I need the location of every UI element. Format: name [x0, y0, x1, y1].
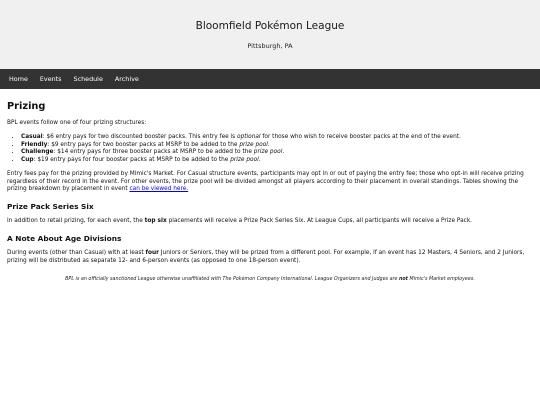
prize-pack-bold: top six [144, 218, 167, 225]
structure-name: Friendly [21, 141, 48, 148]
structure-emphasis: prize pool [230, 156, 259, 163]
main-nav [0, 69, 540, 89]
prizing-tables-link[interactable]: can be viewed here. [129, 185, 189, 192]
footer-text-end: Mimic's Market employees. [407, 276, 475, 282]
nav-schedule[interactable]: Schedule [73, 75, 103, 83]
nav-archive[interactable]: Archive [114, 75, 139, 83]
age-text: During events (other than Casual) with at least [7, 250, 146, 257]
prize-pack-heading: Prize Pack Series Six [7, 202, 94, 212]
list-item [21, 149, 533, 157]
entry-fees-text: Entry fees pay for the prizing provided by Mimic's Market. For Casual structure events, participants may opt in or out of paying the entry fee; those who opt-in will receive prizing regardless of their record in the event. For other events, the prize pool will be divided amongst all players according to their placement in overall standings. Tables showing the prizing breakdown by placement in event [7, 171, 524, 192]
list-item [21, 134, 533, 142]
structure-desc-end: . [282, 149, 285, 156]
structure-desc-end: . [267, 141, 270, 148]
footer-bold: not [398, 276, 408, 282]
site-location: Pittsburgh, PA [247, 42, 293, 50]
structure-name: Cup [21, 156, 34, 163]
structure-emphasis: optional [237, 134, 261, 141]
prize-pack-text-end: placements will receive a Prize Pack Series Six. At League Cups, all participants will receive a Prize Pack. [166, 218, 473, 225]
prizing-structures-list [21, 134, 533, 164]
site-title: Bloomfield Pokémon League [195, 20, 345, 32]
page-title: Prizing [7, 101, 46, 112]
structure-name: Casual [21, 134, 43, 141]
structure-desc-end: for those who wish to receive booster packs at the end of the event. [260, 134, 461, 141]
structure-name: Challenge [21, 149, 54, 156]
footer-disclaimer [7, 277, 533, 283]
structure-desc: : $14 entry pays for three booster packs at MSRP to be added to the [53, 149, 254, 156]
age-divisions-heading: A Note About Age Divisions [7, 234, 122, 244]
nav-events[interactable]: Events [39, 75, 62, 83]
structure-emphasis: prize pool [239, 141, 268, 148]
prize-pack-paragraph [7, 218, 533, 225]
age-bold: four [145, 250, 159, 257]
age-divisions-paragraph [7, 250, 533, 264]
entry-fees-paragraph [7, 171, 533, 193]
footer-text: BPL is an officially sanctioned League otherwise unaffiliated with The Pokémon Company International. League Organizers and Judges are [65, 276, 399, 282]
structure-emphasis: prize pool [253, 149, 283, 156]
structure-desc: : $6 entry pays for two discounted booster packs. This entry fee is [42, 134, 238, 141]
nav-home[interactable]: Home [9, 75, 28, 83]
intro-text: BPL events follow one of four prizing structures: [7, 120, 147, 126]
age-text-end: Juniors or Seniors, they will be prized from a different pool. For example, if an event has 12 Masters, 4 Seniors, and 2 Juniors, prizing will be distributed as separate 12- and 6-person events (as opposed to one 18-person event). [7, 250, 525, 264]
structure-desc-end: . [258, 156, 261, 163]
prize-pack-text: In addition to retail prizing, for each event, the [7, 218, 145, 225]
site-header [0, 0, 540, 69]
main-content [0, 89, 540, 283]
structure-desc: : $19 entry pays for four booster packs at MSRP to be added to the [33, 156, 231, 163]
list-item [21, 142, 533, 150]
structure-desc: : $9 entry pays for two booster packs at MSRP to be added to the [47, 141, 240, 148]
list-item [21, 157, 533, 165]
